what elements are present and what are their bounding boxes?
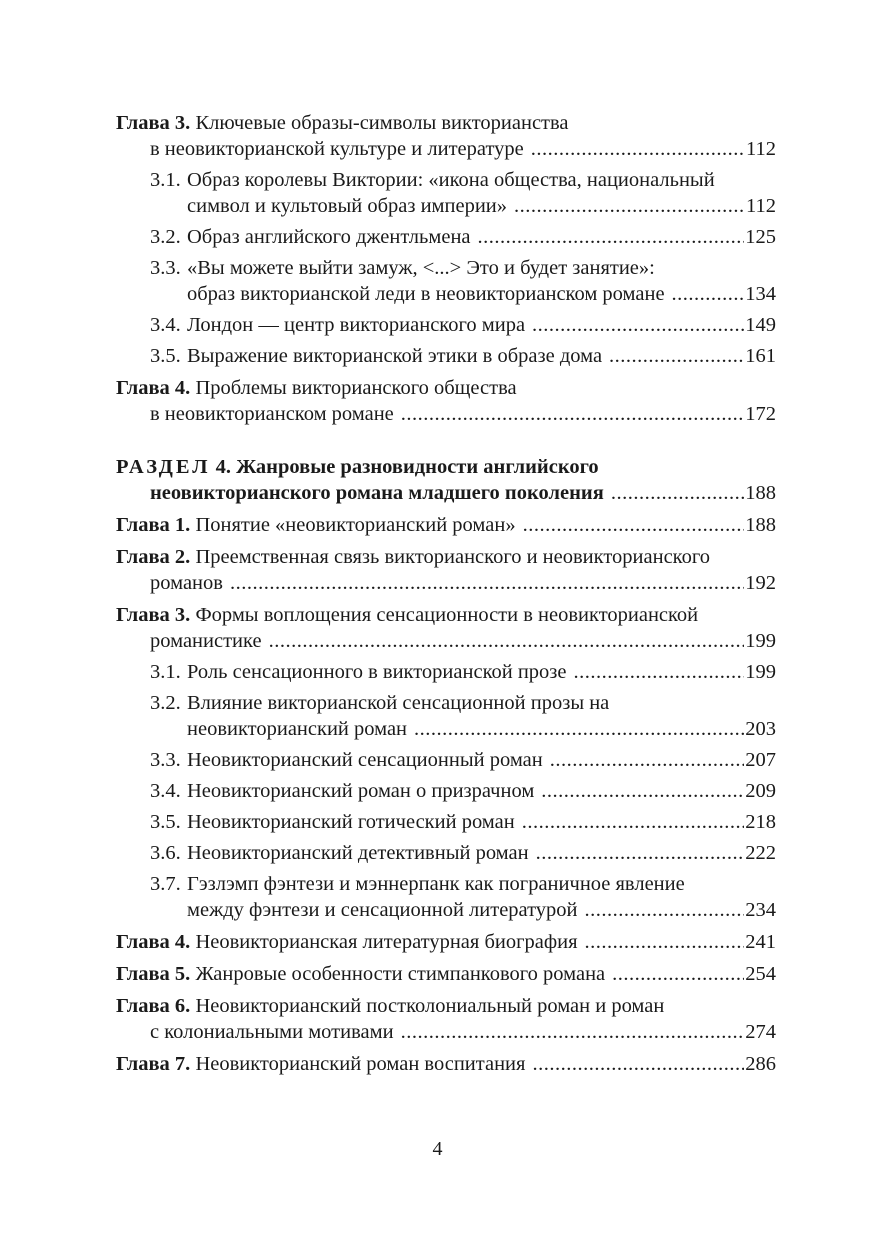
chapter-prefix: Глава 7. [116, 1053, 191, 1075]
page-ref: 188 [745, 514, 776, 536]
dot-leader [523, 512, 745, 538]
subchapter-number: 3.2. [150, 692, 181, 714]
toc-subchapter-3-2 [116, 224, 776, 250]
toc-chapter-4 [116, 929, 776, 955]
table-of-contents [116, 110, 776, 1077]
page-ref: 199 [745, 661, 776, 683]
dot-leader [514, 193, 745, 219]
section-title-line2: неовикторианского романа младшего поколения [150, 482, 604, 504]
toc-subchapter-3-1-sensational [116, 659, 776, 685]
page-ref: 199 [745, 630, 776, 652]
chapter-title-line1: Неовикторианский роман воспитания [195, 1053, 526, 1075]
toc-subchapter-3-2-influence [116, 690, 776, 742]
chapter-prefix: Глава 3. [116, 604, 191, 626]
toc-subchapter-3-5-gothic [116, 809, 776, 835]
chapter-prefix: Глава 4. [116, 377, 191, 399]
toc-chapter-3-images [116, 110, 776, 162]
subchapter-title-line1: Неовикторианский роман о призрачном [187, 780, 535, 802]
dot-leader [585, 929, 745, 955]
subchapter-title-line1: Образ английского джентльмена [187, 226, 471, 248]
dot-leader [478, 224, 745, 250]
page-ref: 218 [745, 811, 776, 833]
dot-leader [401, 1019, 745, 1045]
dot-leader [541, 778, 744, 804]
toc-subchapter-3-5 [116, 343, 776, 369]
subchapter-title-line1: Роль сенсационного в викторианской прозе [187, 661, 567, 683]
page-ref: 222 [745, 842, 776, 864]
dot-leader [414, 716, 744, 742]
subchapter-number: 3.1. [150, 169, 181, 191]
chapter-title-line1: Неовикторианский постколониальный роман и роман [195, 995, 665, 1017]
chapter-title-line1: Формы воплощения сенсационности в неовикторианской [195, 604, 699, 626]
page-ref: 112 [746, 138, 776, 160]
dot-leader [585, 897, 745, 923]
subchapter-title-line1: Образ королевы Виктории: «икона общества, национальный [187, 169, 715, 191]
subchapter-title-line2: образ викторианской леди в неовикторианском романе [187, 283, 665, 305]
toc-chapter-3 [116, 602, 776, 654]
subchapter-title-line2: между фэнтези и сенсационной литературой [187, 899, 578, 921]
subchapter-number: 3.3. [150, 749, 181, 771]
page-ref: 134 [745, 283, 776, 305]
subchapter-title-line1: Неовикторианский детективный роман [187, 842, 529, 864]
section-title-line1: Жанровые разновидности английского [236, 456, 599, 478]
page-ref: 203 [745, 718, 776, 740]
toc-chapter-2 [116, 544, 776, 596]
toc-subchapter-3-6-detective [116, 840, 776, 866]
page-number: 4 [432, 1138, 443, 1160]
chapter-title-line2: в неовикторианском романе [150, 403, 394, 425]
dot-leader [230, 570, 744, 596]
subchapter-number: 3.6. [150, 842, 181, 864]
dot-leader [532, 1051, 744, 1077]
subchapter-number: 3.3. [150, 257, 181, 279]
chapter-prefix: Глава 3. [116, 112, 191, 134]
toc-chapter-7 [116, 1051, 776, 1077]
page-ref: 161 [745, 345, 776, 367]
chapter-title-line1: Понятие «неовикторианский роман» [195, 514, 516, 536]
dot-leader [672, 281, 745, 307]
page-ref: 149 [745, 314, 776, 336]
dot-leader [536, 840, 745, 866]
toc-subchapter-3-4-ghostly [116, 778, 776, 804]
page-ref: 188 [745, 482, 776, 504]
dot-leader [401, 401, 744, 427]
page-ref: 125 [745, 226, 776, 248]
chapter-prefix: Глава 6. [116, 995, 191, 1017]
toc-subchapter-3-3-sensational-novel [116, 747, 776, 773]
toc-subchapter-3-4 [116, 312, 776, 338]
toc-chapter-1 [116, 512, 776, 538]
dot-leader [609, 343, 744, 369]
subchapter-title-line2: символ и культовый образ империи» [187, 195, 508, 217]
toc-subchapter-3-7-gaslamp [116, 871, 776, 923]
dot-leader [531, 136, 745, 162]
subchapter-title-line2: неовикторианский роман [187, 718, 408, 740]
chapter-title-line1: Преемственная связь викторианского и неовикторианского [195, 546, 710, 568]
chapter-title-line1: Проблемы викторианского общества [195, 377, 517, 399]
dot-leader [574, 659, 745, 685]
chapter-prefix: Глава 1. [116, 514, 191, 536]
subchapter-title-line1: «Вы можете выйти замуж, <...> Это и будет занятие»: [187, 257, 655, 279]
chapter-prefix: Глава 2. [116, 546, 191, 568]
subchapter-title-line1: Влияние викторианской сенсационной прозы на [187, 692, 610, 714]
subchapter-title-line1: Выражение викторианской этики в образе дома [187, 345, 603, 367]
toc-subchapter-3-3 [116, 255, 776, 307]
dot-leader [611, 480, 744, 506]
page-ref: 234 [745, 899, 776, 921]
subchapter-number: 3.7. [150, 873, 181, 895]
dot-leader [532, 312, 744, 338]
chapter-title-line2: в неовикторианской культуре и литературе [150, 138, 524, 160]
page-ref: 192 [745, 572, 776, 594]
toc-chapter-5 [116, 961, 776, 987]
subchapter-number: 3.4. [150, 780, 181, 802]
subchapter-title-line1: Неовикторианский готический роман [187, 811, 515, 833]
subchapter-title-line1: Лондон — центр викторианского мира [187, 314, 526, 336]
page-ref: 112 [746, 195, 776, 217]
page-ref: 241 [745, 931, 776, 953]
subchapter-title-line1: Неовикторианский сенсационный роман [187, 749, 543, 771]
section-number: 4. [215, 456, 232, 478]
toc-section-4 [116, 454, 776, 506]
subchapter-number: 3.2. [150, 226, 181, 248]
dot-leader [269, 628, 745, 654]
page-ref: 254 [745, 963, 776, 985]
toc-subchapter-3-1 [116, 167, 776, 219]
subchapter-number: 3.1. [150, 661, 181, 683]
dot-leader [550, 747, 745, 773]
chapter-title-line1: Жанровые особенности стимпанкового романа [195, 963, 606, 985]
dot-leader [612, 961, 744, 987]
page-ref: 286 [745, 1053, 776, 1075]
chapter-title-line1: Неовикторианская литературная биография [195, 931, 578, 953]
chapter-title-line2: романов [150, 572, 223, 594]
chapter-title-line1: Ключевые образы-символы викторианства [195, 112, 569, 134]
section-label: РАЗДЕЛ [116, 456, 211, 478]
subchapter-number: 3.5. [150, 345, 181, 367]
page-ref: 207 [745, 749, 776, 771]
toc-chapter-4-society [116, 375, 776, 427]
chapter-title-line2: романистике [150, 630, 262, 652]
subchapter-number: 3.5. [150, 811, 181, 833]
page-ref: 172 [745, 403, 776, 425]
page-ref: 209 [745, 780, 776, 802]
chapter-prefix: Глава 5. [116, 963, 191, 985]
chapter-title-line2: с колониальными мотивами [150, 1021, 394, 1043]
dot-leader [522, 809, 745, 835]
chapter-prefix: Глава 4. [116, 931, 191, 953]
subchapter-title-line1: Гэзлэмп фэнтези и мэннерпанк как пограничное явление [187, 873, 685, 895]
toc-chapter-6 [116, 993, 776, 1045]
page-ref: 274 [745, 1021, 776, 1043]
subchapter-number: 3.4. [150, 314, 181, 336]
